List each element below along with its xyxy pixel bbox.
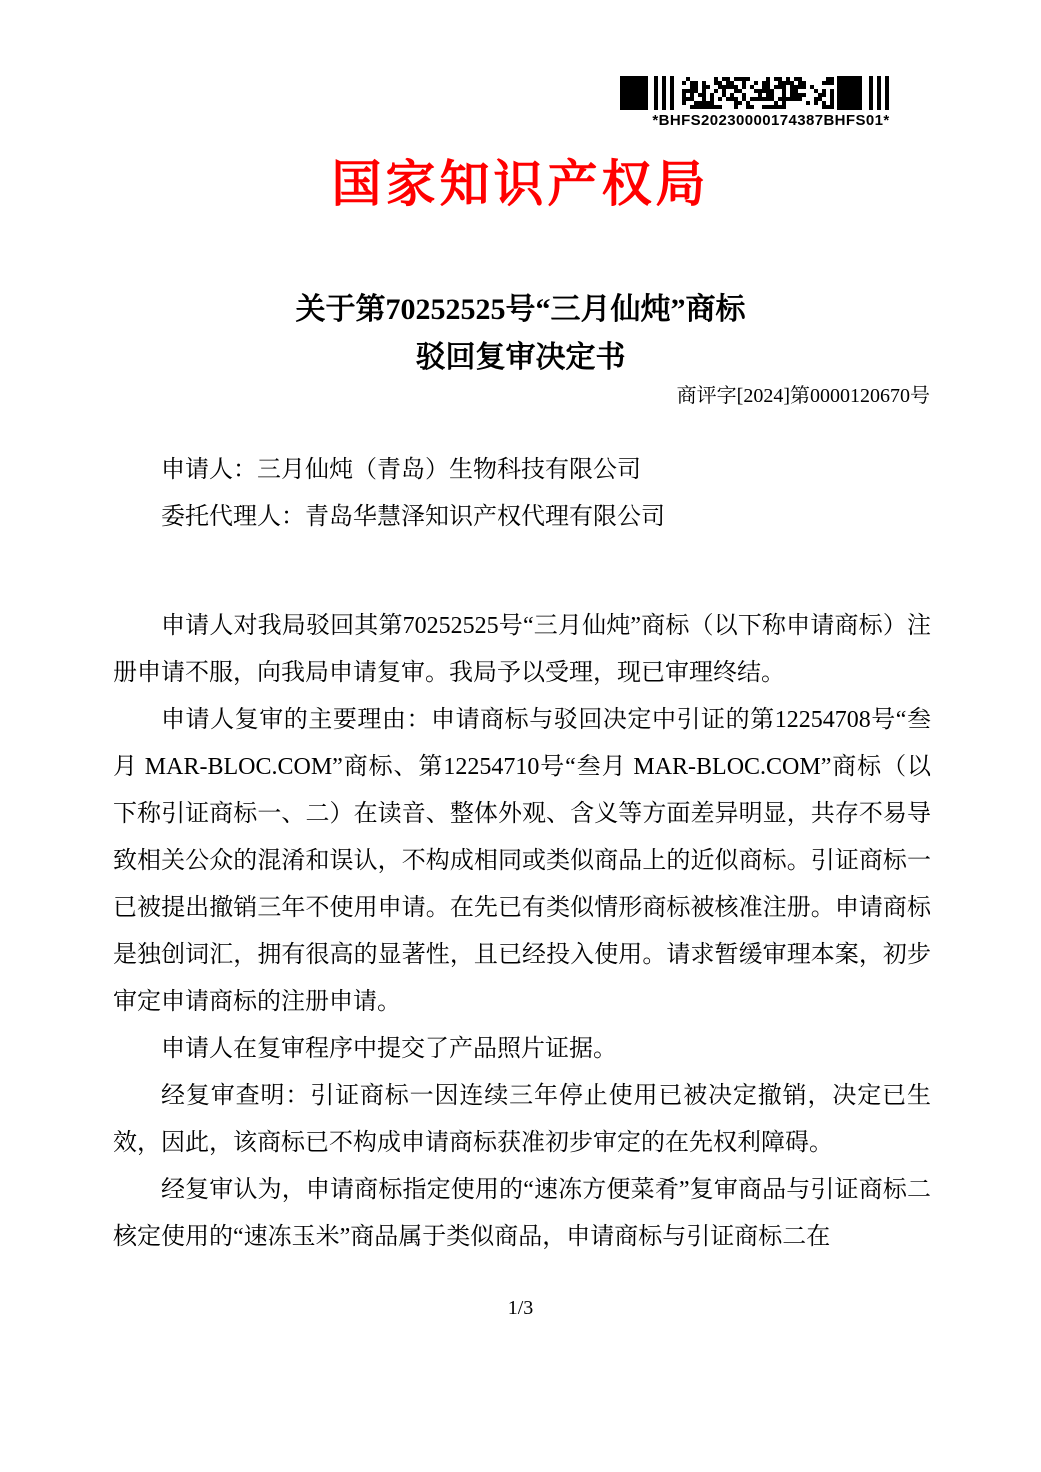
page-number: 1/3 bbox=[507, 1297, 534, 1319]
document-content bbox=[113, 447, 931, 1261]
barcode-bar bbox=[670, 76, 674, 110]
barcode-bar bbox=[869, 76, 873, 110]
barcode-bar bbox=[654, 76, 658, 110]
body-paragraph: 申请人在复审程序中提交了产品照片证据。 bbox=[161, 1036, 617, 1062]
barcode-bars-icon bbox=[620, 76, 894, 110]
applicant-line: 申请人：三月仙炖（青岛）生物科技有限公司 bbox=[161, 457, 641, 483]
barcode-matrix bbox=[682, 77, 834, 109]
barcode-solid-block-right bbox=[837, 76, 862, 110]
reference-number: 商评字[2024]第0000120670号 bbox=[676, 385, 930, 407]
document-title-line1: 关于第70252525号“三月仙炖”商标 bbox=[295, 293, 746, 326]
barcode bbox=[620, 76, 894, 129]
barcode-text: *BHFS20230000174387BHFS01* bbox=[652, 112, 890, 129]
barcode-bar bbox=[877, 76, 881, 110]
barcode-solid-block-left bbox=[620, 76, 648, 110]
agent-line: 委托代理人：青岛华慧泽知识产权代理有限公司 bbox=[161, 504, 665, 530]
body-paragraphs bbox=[113, 603, 931, 1261]
document-title bbox=[0, 286, 1041, 382]
document-title-line2: 驳回复审决定书 bbox=[415, 341, 626, 374]
body-paragraph: 申请人复审的主要理由：申请商标与驳回决定中引证的第12254708号“叁月 MAR-BLOC.COM”商标、第12254710号“叁月 MAR-BLOC.COM”商标（以下称引证商标一、二）在读音、整体外观、含义等方面差异明显，共存不易导致相关公众的混淆和误认，不构成相同或类似商品上的近似商标。引证商标一已被提出撤销三年不使用申请。在先已有类似情形商标被核准注册。申请商标是独创词汇，拥有很高的显著性，且已经投入使用。请求暂缓审理本案，初步审定申请商标的注册申请。 bbox=[113, 707, 931, 1015]
body-paragraph: 经复审查明：引证商标一因连续三年停止使用已被决定撤销，决定已生效，因此，该商标已不构成申请商标获准初步审定的在先权利障碍。 bbox=[113, 1083, 931, 1156]
agency-title: 国家知识产权局 bbox=[331, 156, 710, 212]
barcode-bar bbox=[662, 76, 666, 110]
barcode-bar bbox=[885, 76, 889, 110]
body-paragraph: 申请人对我局驳回其第70252525号“三月仙炖”商标（以下称申请商标）注册申请不服，向我局申请复审。我局予以受理，现已审理终结。 bbox=[113, 613, 931, 686]
body-paragraph: 经复审认为，申请商标指定使用的“速冻方便菜肴”复审商品与引证商标二核定使用的“速冻玉米”商品属于类似商品，申请商标与引证商标二在 bbox=[113, 1177, 931, 1250]
